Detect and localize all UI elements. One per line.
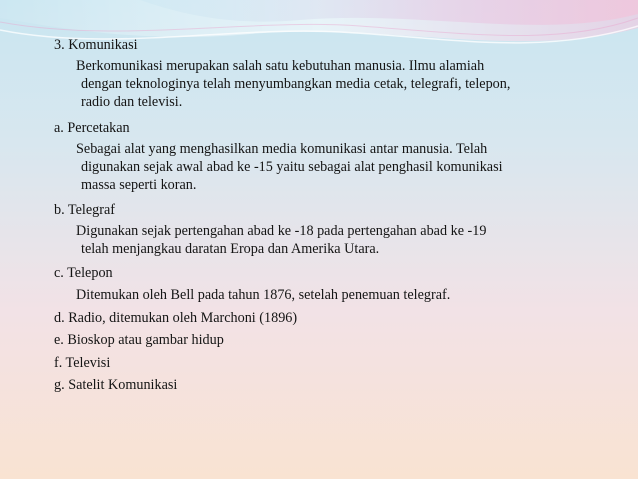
item-label-b: b. Telegraf: [54, 202, 115, 218]
intro-line-3: radio dan televisi.: [81, 94, 183, 110]
item-a-line-2: digunakan sejak awal abad ke -15 yaitu sebagai alat penghasil komunikasi: [81, 159, 503, 175]
intro-line-2: dengan teknologinya telah menyumbangkan media cetak, telegrafi, telepon,: [81, 76, 511, 92]
item-label-c: c. Telepon: [54, 265, 113, 281]
item-label-f: f. Televisi: [54, 355, 111, 371]
item-label-e: e. Bioskop atau gambar hidup: [54, 332, 224, 348]
intro-line-1: Berkomunikasi merupakan salah satu kebutuhan manusia. Ilmu alamiah: [76, 58, 485, 74]
item-b-line-1: Digunakan sejak pertengahan abad ke -18 pada pertengahan abad ke -19: [76, 223, 487, 239]
item-a-line-3: massa seperti koran.: [81, 177, 197, 193]
item-b-line-2: telah menjangkau daratan Eropa dan Amerika Utara.: [81, 241, 380, 257]
item-label-a: a. Percetakan: [54, 120, 130, 136]
item-label-g: g. Satelit Komunikasi: [54, 377, 178, 393]
section-heading: 3. Komunikasi: [54, 37, 138, 53]
item-c-line-1: Ditemukan oleh Bell pada tahun 1876, setelah penemuan telegraf.: [76, 287, 451, 303]
item-a-line-1: Sebagai alat yang menghasilkan media komunikasi antar manusia. Telah: [76, 141, 488, 157]
item-label-d: d. Radio, ditemukan oleh Marchoni (1896): [54, 310, 298, 326]
